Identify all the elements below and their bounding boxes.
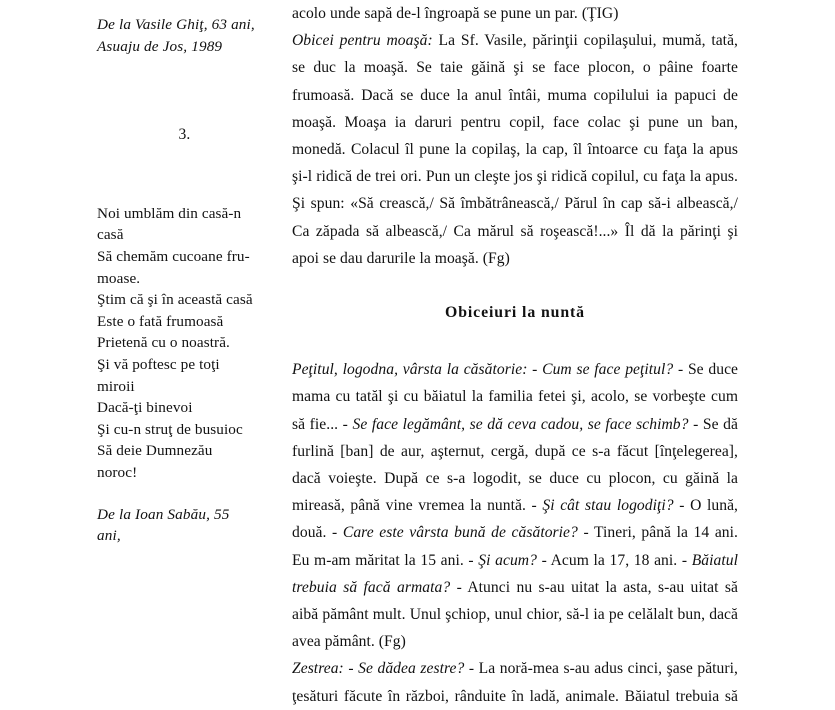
paragraph-text: - O lună,	[673, 497, 738, 515]
spacer	[292, 272, 738, 299]
paragraph-lead-italic: Zestrea: - Se dădea zestre?	[292, 660, 465, 678]
paragraph-text: Eu m-am măritat la 15 ani. -	[292, 551, 479, 569]
paragraph-line: şi-l ridică de trei ori. Pun un cleşte jos şi ridică copilul, cu faţa la apus.	[292, 168, 738, 186]
paragraph-text: mireasă, până vine vremea la nuntă. -	[292, 497, 543, 515]
attribution-bottom-line1: De la Ioan Sabău, 55	[97, 505, 230, 523]
paragraph-line	[292, 519, 738, 546]
paragraph-line: apoi se dau darurile la moaşă. (Fg)	[292, 249, 510, 267]
paragraph-question-italic: trebuia să facă armata?	[292, 578, 451, 596]
paragraph-line: Şi spun: «Să crească,/ Să îmbătrânească,/ Părul în cap să-i albească,/	[292, 195, 738, 213]
poem-line: miroii	[97, 377, 135, 395]
paragraph-question-italic: Care este vârsta bună de căsătorie?	[342, 524, 578, 542]
paragraph-obicei-moasa	[292, 27, 738, 272]
poem-line: moase.	[97, 269, 141, 287]
poem-body	[97, 203, 272, 484]
paragraph-line: frumoasă. Dacă se duce la anul întâi, muma copilului ia papuci de	[292, 86, 738, 104]
paragraph-text: La Sf. Vasile, părinţii copilaşului, mumă, tată,	[432, 32, 738, 50]
paragraph-line: moaşă. Moaşa ia daruri pentru copil, face colac şi pune un ban,	[292, 113, 738, 131]
paragraph-line: se duc la moaşă. Se taie găină şi se face plocon, o pâine foarte	[292, 59, 738, 77]
poem-line: Prietenă cu o noastră.	[97, 334, 230, 352]
paragraph-text: - Se duce	[673, 361, 739, 379]
poem-line: Să chemăm cucoane fru-	[97, 247, 250, 265]
paragraph-text: - Tineri, până la 14 ani.	[577, 524, 738, 542]
paragraph-question-italic: Se face legământ, se dă ceva cadou, se face schimb?	[352, 415, 689, 433]
poem-line: Să deie Dumnezău	[97, 442, 213, 460]
paragraph-line: Ca zăpada să albească,/ Ca mărul să roşească!...» Îl dă la părinţi şi	[292, 222, 738, 240]
poem-number: 3.	[178, 126, 191, 144]
paragraph-line	[292, 547, 738, 574]
paragraph-line	[292, 356, 738, 383]
section-heading: Obiceiuri la nuntă	[445, 304, 585, 322]
paragraph-line	[292, 27, 738, 54]
paragraph-line: ţesături făcute în război, rânduite în ladă, animale. Băiatul trebuia să	[292, 687, 738, 705]
paragraph-text: două. -	[292, 524, 343, 542]
paragraph-line: furlină [ban] de aur, aşternut, cergă, după ce s-a făcut [înţelegerea],	[292, 442, 738, 460]
paragraph-line: monedă. Colacul îl pune la copilaş, la cap, îl întoarce cu faţa la apus	[292, 141, 738, 159]
paragraph-line: dacă voieşte. După ce s-a logodit, se duce cu plocon, cu găină la	[292, 470, 738, 488]
paragraph-line	[292, 574, 738, 601]
attribution-bottom	[97, 504, 272, 547]
left-column	[97, 0, 272, 547]
paragraph-line	[292, 655, 738, 682]
paragraph-line: mama cu tatăl şi cu băiatul la familia fetei şi, acolo, se vorbeşte cum	[292, 388, 738, 406]
poem-line: Este o fată frumoasă	[97, 312, 224, 330]
right-column	[292, 0, 738, 710]
attribution-top	[97, 14, 272, 57]
paragraph-zestrea	[292, 655, 738, 709]
paragraph-petitul-logodna	[292, 356, 738, 655]
paragraph-text: - Se dă	[688, 415, 738, 433]
attribution-bottom-line2: ani,	[97, 527, 121, 545]
paragraph-line	[292, 492, 738, 519]
poem-line: Şi cu-n struţ de busuioc	[97, 420, 243, 438]
paragraph-line: avea pământ. (Fg)	[292, 633, 406, 651]
poem-line: Dacă-ţi binevoi	[97, 399, 193, 417]
attribution-top-line2: Asuaju de Jos, 1989	[97, 37, 223, 55]
paragraph-text: - Acum la 17, 18 ani. -	[536, 551, 692, 569]
continuation-line: acolo unde sapă de-l îngroapă se pune un par. (ŢIG)	[292, 5, 619, 22]
paragraph-text: - Atunci nu s-au uitat la asta, s-au uitat să	[450, 578, 738, 596]
poem-line: Ştim că şi în această casă	[97, 291, 253, 309]
poem-line: casă	[97, 226, 124, 244]
paragraph-text: să fie... -	[292, 415, 353, 433]
paragraph-text: - La noră-mea s-au adus cinci, şase pături,	[464, 660, 738, 678]
paragraph-line: aibă pământ mult. Unul şchiop, unul chior, să-l ia pe celălalt bun, dacă	[292, 606, 738, 624]
paragraph-question-italic: Băiatul	[691, 551, 738, 569]
paragraph-lead-italic: Obicei pentru moaşă:	[292, 32, 433, 50]
attribution-top-line1: De la Vasile Ghiţ, 63 ani,	[97, 16, 255, 33]
paragraph-lead-italic: Peţitul, logodna, vârsta la căsătorie: - Cum se face peţitul?	[292, 361, 674, 379]
poem-line: Şi vă poftesc pe toţi	[97, 355, 220, 373]
poem-line: Noi umblăm din casă-n	[97, 204, 242, 222]
spacer	[292, 326, 738, 356]
poem-line: noroc!	[97, 463, 138, 481]
paragraph-question-italic: Şi cât stau logodiţi?	[542, 497, 674, 515]
paragraph-line	[292, 411, 738, 438]
paragraph-question-italic: Şi acum?	[478, 551, 537, 569]
